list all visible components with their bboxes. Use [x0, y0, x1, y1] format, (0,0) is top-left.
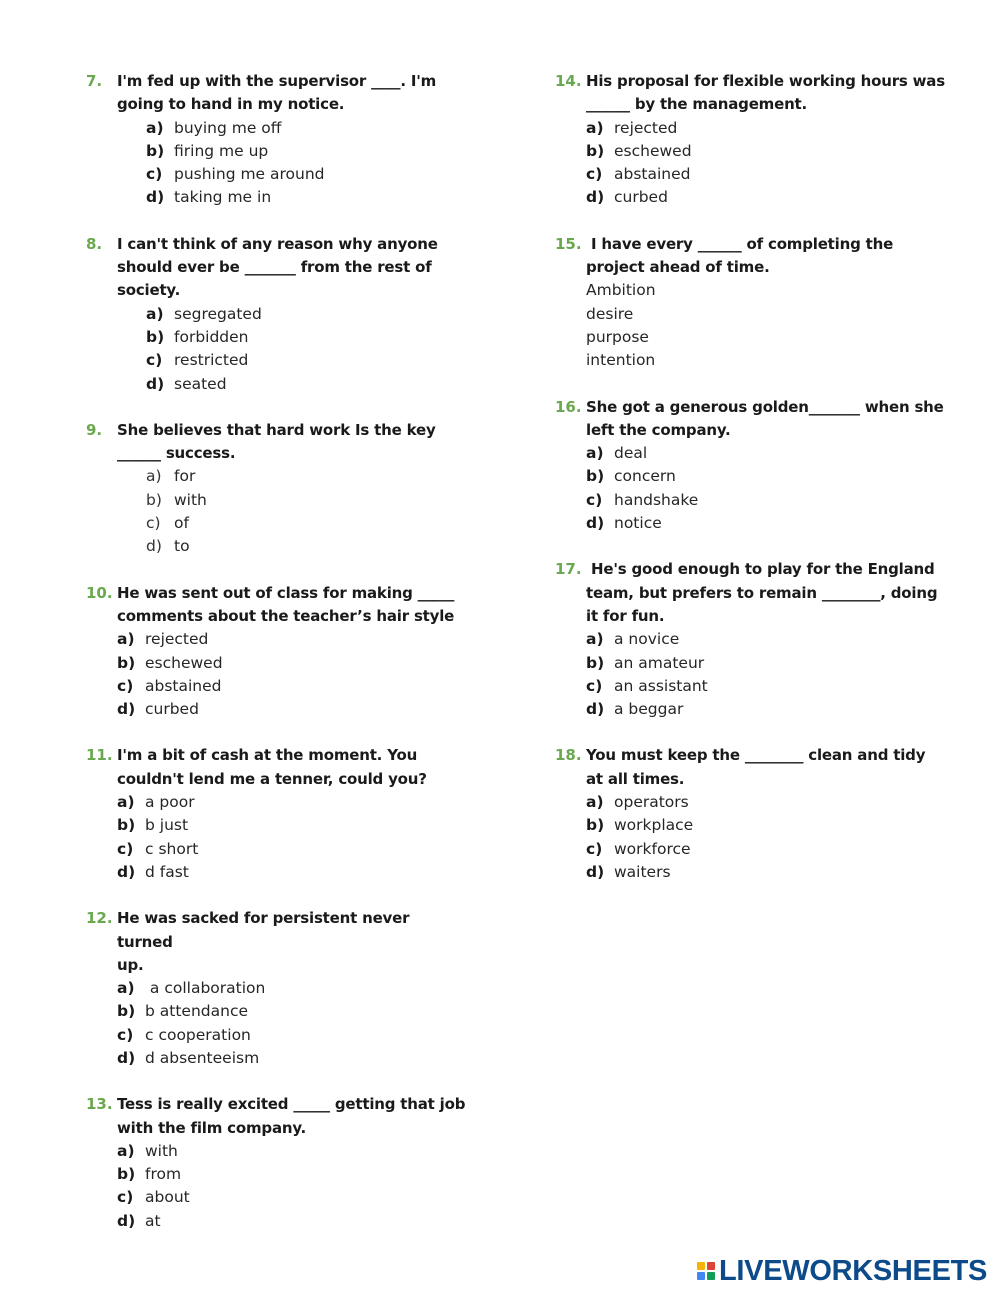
- option-letter: d): [586, 514, 605, 533]
- option-text: forbidden: [174, 327, 249, 346]
- option-text: a poor: [145, 793, 195, 812]
- answer-option[interactable]: [86, 489, 466, 512]
- answer-option[interactable]: [555, 186, 950, 209]
- answer-options: [86, 791, 466, 884]
- answer-option[interactable]: [86, 303, 466, 326]
- option-letter: d): [117, 862, 136, 881]
- answer-option[interactable]: [86, 652, 466, 675]
- option-text: abstained: [614, 165, 691, 184]
- answer-options: [86, 303, 466, 396]
- option-text: with: [145, 1141, 178, 1160]
- option-text: a novice: [614, 630, 680, 649]
- option-text: curbed: [145, 700, 199, 719]
- option-letter: a): [117, 1141, 135, 1160]
- answer-option[interactable]: [86, 535, 466, 558]
- answer-options: [86, 465, 466, 558]
- option-text: waiters: [614, 862, 671, 881]
- option-letter: a): [146, 304, 164, 323]
- option-text: deal: [614, 444, 648, 463]
- logo-square-3: [697, 1272, 705, 1280]
- answer-option[interactable]: [555, 512, 950, 535]
- answer-option[interactable]: [555, 791, 950, 814]
- option-letter: b): [586, 816, 605, 835]
- option-letter: d): [117, 1048, 136, 1067]
- answer-option[interactable]: [555, 140, 950, 163]
- question-text: I have every ______ of completing the project ahead of time.: [586, 234, 894, 277]
- option-letter: d): [586, 700, 605, 719]
- answer-option[interactable]: [86, 326, 466, 349]
- option-letter: a): [586, 630, 604, 649]
- answer-options: [86, 628, 466, 721]
- answer-option[interactable]: [555, 861, 950, 884]
- answer-option[interactable]: [555, 489, 950, 512]
- answer-option[interactable]: [86, 117, 466, 140]
- answer-option[interactable]: [555, 303, 950, 326]
- question-number: 17.: [555, 560, 582, 579]
- option-letter: c): [117, 1188, 134, 1207]
- option-text: for: [174, 467, 196, 486]
- option-text: a collaboration: [145, 979, 266, 998]
- question-text: She got a generous golden_______ when she left the company.: [586, 397, 944, 439]
- answer-options: [86, 977, 466, 1070]
- question-8: [86, 233, 466, 396]
- answer-option[interactable]: [86, 1186, 466, 1209]
- option-letter: a): [117, 979, 135, 998]
- option-text: from: [145, 1165, 182, 1184]
- option-text: Ambition: [586, 281, 656, 300]
- option-text: with: [174, 490, 207, 509]
- option-text: rejected: [145, 630, 209, 649]
- question-14: [555, 70, 950, 210]
- question-number: 8.: [86, 234, 103, 253]
- option-text: d absenteeism: [145, 1048, 260, 1067]
- option-text: eschewed: [614, 141, 692, 160]
- question-line: [86, 70, 466, 117]
- question-line: [86, 233, 466, 303]
- question-10: [86, 582, 466, 722]
- question-18: [555, 744, 950, 884]
- question-text: He was sacked for persistent never turned up.: [117, 909, 410, 974]
- option-letter: c): [586, 165, 603, 184]
- option-letter: d): [117, 700, 136, 719]
- option-text: segregated: [174, 304, 262, 323]
- question-number: 16.: [555, 397, 582, 416]
- logo-text: LIVEWORKSHEETS: [719, 1254, 988, 1287]
- option-text: seated: [174, 374, 227, 393]
- option-letter: a): [146, 467, 162, 486]
- logo-square-1: [697, 1262, 705, 1270]
- logo-mark-icon: [697, 1262, 715, 1280]
- question-9: [86, 419, 466, 559]
- option-text: a beggar: [614, 700, 684, 719]
- option-text: of: [174, 514, 189, 533]
- option-letter: d): [117, 1211, 136, 1230]
- option-letter: b): [117, 653, 136, 672]
- option-text: concern: [614, 467, 676, 486]
- option-letter: c): [146, 514, 161, 533]
- answer-options: [555, 791, 950, 884]
- answer-options: [555, 279, 950, 372]
- option-letter: a): [586, 444, 604, 463]
- option-letter: b): [117, 816, 136, 835]
- question-12: [86, 907, 466, 1070]
- option-letter: c): [146, 165, 163, 184]
- question-number: 15.: [555, 234, 582, 253]
- question-17: [555, 558, 950, 721]
- option-text: restricted: [174, 351, 249, 370]
- option-letter: d): [146, 537, 162, 556]
- question-line: [555, 233, 950, 280]
- option-text: at: [145, 1211, 161, 1230]
- logo-square-4: [707, 1272, 715, 1280]
- answer-option[interactable]: [86, 373, 466, 396]
- option-letter: c): [586, 676, 603, 695]
- option-text: eschewed: [145, 653, 223, 672]
- option-text: handshake: [614, 490, 699, 509]
- question-line: [86, 744, 466, 791]
- option-text: taking me in: [174, 188, 272, 207]
- option-text: an assistant: [614, 676, 708, 695]
- answer-option[interactable]: [86, 977, 466, 1000]
- answer-option[interactable]: [86, 1163, 466, 1186]
- answer-options: [86, 1140, 466, 1233]
- option-letter: b): [117, 1165, 136, 1184]
- answer-option[interactable]: [555, 698, 950, 721]
- liveworksheets-logo[interactable]: [697, 1255, 987, 1287]
- option-text: desire: [586, 304, 634, 323]
- option-text: buying me off: [174, 118, 282, 137]
- question-text: Tess is really excited _____ getting that job with the film company.: [117, 1095, 466, 1137]
- option-text: operators: [614, 793, 689, 812]
- answer-option[interactable]: [555, 465, 950, 488]
- option-text: firing me up: [174, 141, 269, 160]
- answer-option[interactable]: [86, 1140, 466, 1163]
- answer-options: [555, 117, 950, 210]
- question-line: [555, 558, 950, 628]
- option-text: rejected: [614, 118, 678, 137]
- question-line: [555, 744, 950, 791]
- question-16: [555, 396, 950, 536]
- answer-option[interactable]: [86, 628, 466, 651]
- answer-option[interactable]: [555, 814, 950, 837]
- option-letter: b): [146, 141, 165, 160]
- option-letter: c): [586, 839, 603, 858]
- answer-option[interactable]: [86, 186, 466, 209]
- option-letter: c): [586, 490, 603, 509]
- answer-option[interactable]: [86, 1210, 466, 1233]
- answer-option[interactable]: [86, 1047, 466, 1070]
- answer-option[interactable]: [555, 117, 950, 140]
- option-letter: b): [586, 141, 605, 160]
- question-text: His proposal for flexible working hours was ______ by the management.: [586, 72, 945, 114]
- question-line: [86, 419, 466, 466]
- question-line: [555, 396, 950, 443]
- question-text: He was sent out of class for making _____ comments about the teacher’s hair style: [117, 583, 455, 625]
- question-number: 7.: [86, 72, 103, 90]
- option-text: intention: [586, 351, 656, 370]
- option-letter: d): [146, 188, 165, 207]
- answer-option[interactable]: [86, 1000, 466, 1023]
- option-letter: b): [586, 653, 605, 672]
- answer-option[interactable]: [86, 140, 466, 163]
- option-letter: a): [586, 118, 604, 137]
- option-text: workplace: [614, 816, 694, 835]
- question-7: [86, 70, 466, 210]
- question-11: [86, 744, 466, 884]
- question-number: 9.: [86, 420, 103, 439]
- option-text: c cooperation: [145, 1025, 251, 1044]
- option-letter: b): [586, 467, 605, 486]
- question-15: [555, 233, 950, 373]
- option-letter: a): [117, 793, 135, 812]
- option-letter: d): [586, 188, 605, 207]
- option-letter: c): [117, 1025, 134, 1044]
- answer-option[interactable]: [86, 814, 466, 837]
- question-number: 12.: [86, 909, 113, 928]
- option-text: an amateur: [614, 653, 705, 672]
- option-letter: b): [146, 327, 165, 346]
- option-text: b attendance: [145, 1002, 248, 1021]
- question-13: [86, 1093, 466, 1233]
- option-text: to: [174, 537, 190, 556]
- option-text: b just: [145, 816, 189, 835]
- answer-options: [86, 117, 466, 210]
- answer-option[interactable]: [86, 349, 466, 372]
- answer-option[interactable]: [86, 698, 466, 721]
- answer-option[interactable]: [86, 838, 466, 861]
- answer-option[interactable]: [86, 675, 466, 698]
- option-text: abstained: [145, 676, 222, 695]
- option-letter: c): [117, 839, 134, 858]
- option-text: workforce: [614, 839, 691, 858]
- option-letter: a): [146, 118, 164, 137]
- answer-option[interactable]: [86, 861, 466, 884]
- option-letter: b): [146, 490, 162, 509]
- question-line: [555, 70, 950, 117]
- answer-option[interactable]: [555, 442, 950, 465]
- option-text: purpose: [586, 327, 649, 346]
- option-letter: c): [146, 351, 163, 370]
- question-text: I'm fed up with the supervisor ____. I'm going to hand in my notice.: [117, 72, 437, 114]
- option-text: pushing me around: [174, 165, 325, 184]
- answer-option[interactable]: [555, 838, 950, 861]
- answer-option[interactable]: [86, 791, 466, 814]
- answer-option[interactable]: [86, 512, 466, 535]
- option-text: about: [145, 1188, 190, 1207]
- question-line: [86, 582, 466, 629]
- logo-square-2: [707, 1262, 715, 1270]
- left-column: [86, 70, 466, 1256]
- question-number: 10.: [86, 583, 113, 602]
- answer-option[interactable]: [555, 349, 950, 372]
- option-letter: c): [117, 676, 134, 695]
- question-line: [86, 1093, 466, 1140]
- question-text: I'm a bit of cash at the moment. You couldn't lend me a tenner, could you?: [117, 746, 427, 788]
- option-text: d fast: [145, 862, 189, 881]
- option-letter: d): [146, 374, 165, 393]
- answer-option[interactable]: [555, 628, 950, 651]
- question-number: 18.: [555, 746, 582, 765]
- answer-option[interactable]: [555, 326, 950, 349]
- option-letter: d): [586, 862, 605, 881]
- question-text: He's good enough to play for the England team, but prefers to remain ________, doing it for fun.: [586, 560, 938, 625]
- question-text: You must keep the ________ clean and tidy at all times.: [586, 746, 926, 788]
- answer-option[interactable]: [555, 163, 950, 186]
- question-line: [86, 907, 466, 977]
- answer-option[interactable]: [555, 675, 950, 698]
- option-text: notice: [614, 514, 662, 533]
- answer-option[interactable]: [86, 1024, 466, 1047]
- option-letter: a): [586, 793, 604, 812]
- answer-option[interactable]: [555, 652, 950, 675]
- option-letter: a): [117, 630, 135, 649]
- question-number: 14.: [555, 72, 582, 90]
- question-number: 13.: [86, 1095, 113, 1114]
- answer-options: [555, 442, 950, 535]
- answer-option[interactable]: [86, 465, 466, 488]
- answer-options: [555, 628, 950, 721]
- answer-option[interactable]: [86, 163, 466, 186]
- option-letter: b): [117, 1002, 136, 1021]
- question-number: 11.: [86, 746, 113, 765]
- option-text: c short: [145, 839, 199, 858]
- right-column: [555, 70, 950, 907]
- question-text: I can't think of any reason why anyone should ever be _______ from the rest of society.: [117, 234, 438, 300]
- question-text: She believes that hard work Is the key ______ success.: [117, 420, 436, 463]
- option-text: curbed: [614, 188, 668, 207]
- answer-option[interactable]: [555, 279, 950, 302]
